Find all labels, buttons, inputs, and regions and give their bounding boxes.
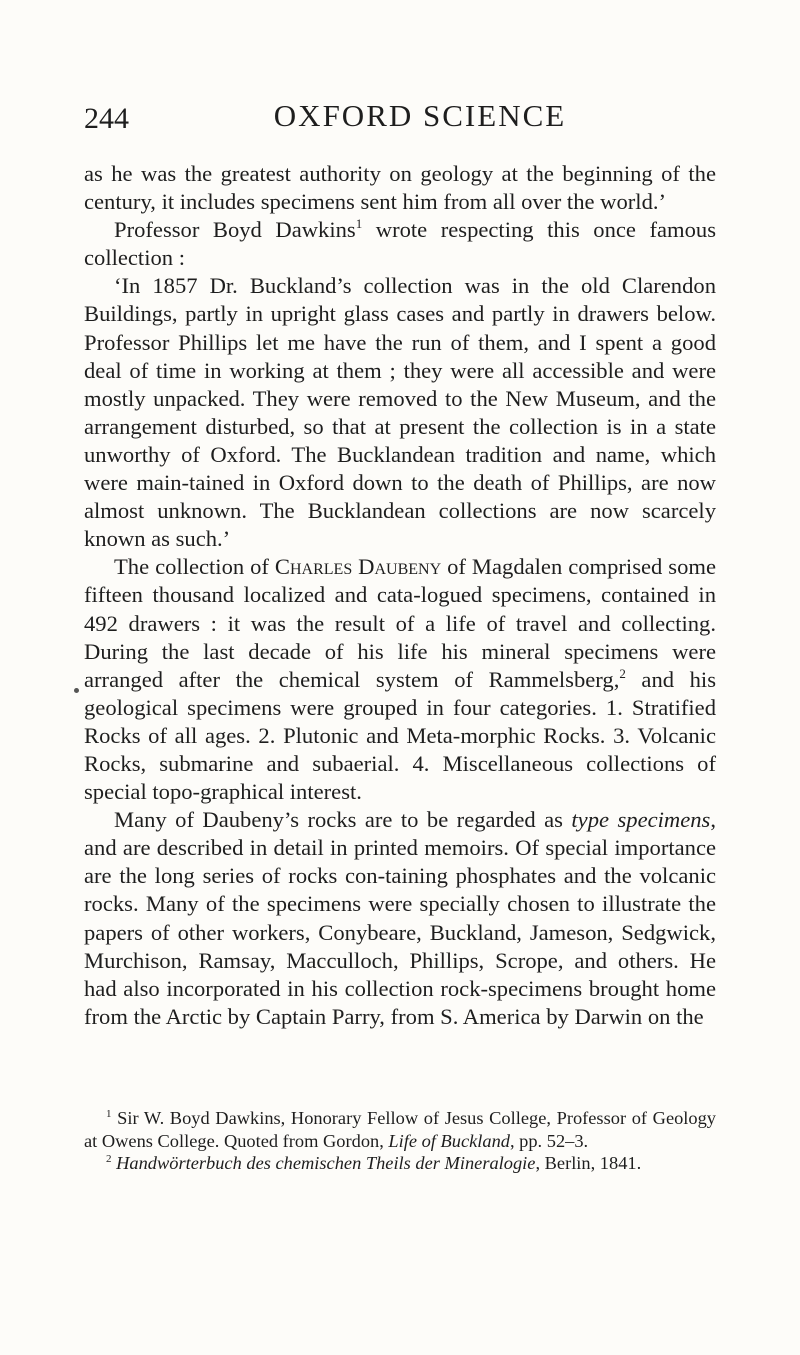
footnote-2 xyxy=(84,1152,716,1175)
paragraph-type-specimens xyxy=(84,806,716,1031)
person-name: Charles Daubeny xyxy=(274,554,442,580)
paragraph-continuation xyxy=(84,160,716,216)
margin-mark xyxy=(74,688,79,693)
paragraph-text: wrote respecting this once famous collection : xyxy=(84,217,716,271)
footnote-number: 2 xyxy=(106,1153,112,1166)
paragraph-quote xyxy=(84,272,716,553)
paragraph-text: The collection of xyxy=(114,554,275,580)
footnote-1 xyxy=(84,1107,716,1152)
footnote-text: , pp. 52–3. xyxy=(509,1130,589,1151)
paragraph-daubeny xyxy=(84,553,716,806)
body-text xyxy=(84,160,716,1031)
footnote-ref-1: 1 xyxy=(355,216,363,232)
book-title: Handwörterbuch des chemischen Theils der Mineralogie xyxy=(116,1153,536,1174)
paragraph-text: Many of Daubeny’s rocks are to be regarded as xyxy=(114,807,572,833)
footnote-text: , Berlin, 1841. xyxy=(535,1153,642,1174)
footnote-ref-2: 2 xyxy=(619,665,626,681)
paragraph-text: Professor Boyd Dawkins xyxy=(114,217,356,243)
book-title: Life of Buckland xyxy=(388,1130,510,1151)
paragraph-text: of Magdalen comprised some fifteen thousand localized and cata-logued specimens, contained in 492 drawers : it was the result of a life of travel and collecting. During the last decade of his life his mineral specimens were arranged after the chemical system of Rammelsberg, xyxy=(84,554,716,692)
paragraph-text: and his geological specimens were grouped in four categories. 1. Stratified Rocks of all ages. 2. Plutonic and Meta-morphic Rocks. 3. Volcanic Rocks, submarine and subaerial. 4. Miscellaneous collections of special topo-graphical interest. xyxy=(84,666,716,805)
footnotes xyxy=(84,1107,716,1175)
paragraph-text: as he was the greatest authority on geology at the beginning of the century, it includes specimens sent him from all over the world.’ xyxy=(84,161,716,215)
page-number: 244 xyxy=(84,102,129,135)
paragraph-text: , and are described in detail in printed memoirs. Of special importance are the long series of rocks con-taining phosphates and the volcanic rocks. Many of the specimens were specially chosen to illustrate the papers of other workers, Conybeare, Buckland, Jameson, Sedgwick, Murchison, Ramsay, Macculloch, Phillips, Scrope, and others. He had also incorporated in his collection rock-specimens brought home from the Arctic by Captain Parry, from S. America by Darwin on the xyxy=(84,807,716,1029)
emphasis-text: type specimens xyxy=(571,807,711,833)
paragraph-dawkins-intro xyxy=(84,216,716,272)
footnote-number: 1 xyxy=(106,1108,112,1120)
running-title: OXFORD SCIENCE xyxy=(273,98,567,133)
footnote-text: Sir W. Boyd Dawkins, Honorary Fellow of Jesus College, Professor of Geology at Owens College. Quoted from Gordon, xyxy=(84,1108,716,1151)
running-head xyxy=(84,98,716,138)
paragraph-text: ‘In 1857 Dr. Buckland’s collection was in the old Clarendon Buildings, partly in upright glass cases and partly in drawers below. Professor Phillips let me have the run of them, and I spent a good deal of time in working at them ; they were all accessible and were mostly unpacked. They were removed to the New Museum, and the arrangement disturbed, so that at present the collection is in a state unworthy of Oxford. The Bucklandean tradition and name, which were main-tained in Oxford down to the death of Phillips, are now almost unknown. The Bucklandean collections are now scarcely known as such.’ xyxy=(84,273,716,552)
